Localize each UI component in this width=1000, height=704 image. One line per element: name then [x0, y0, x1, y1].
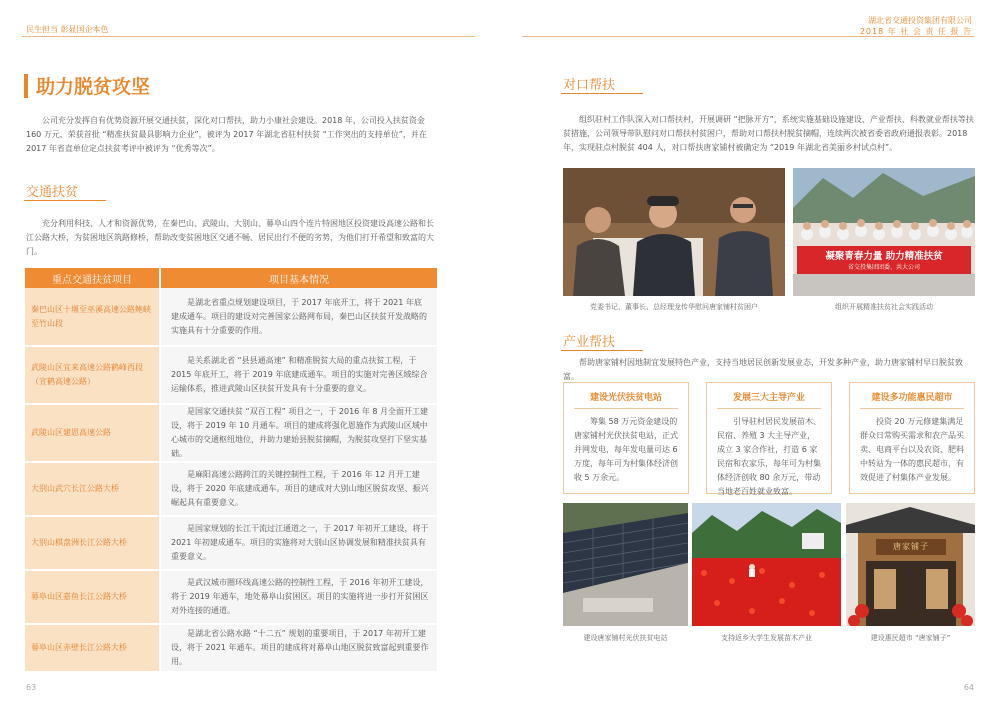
- photo-shop-caption: 建设惠民超市 “唐家铺子”: [870, 634, 951, 642]
- photo-group-banner: 凝聚青春力量 助力精准扶贫: [825, 251, 943, 262]
- photo-group-caption: 组织开展精准扶贫社会实践活动: [835, 303, 933, 311]
- table-cell-detail: 是湖北省重点规划建设项目，于 2017 年底开工，将于 2021 年底建成通车。项目的建设对完善国家公路网布局，秦巴山区扶贫开发战略的实施具有十分重要的作用。: [160, 288, 437, 346]
- page-number-right: 64: [963, 683, 974, 692]
- photo-visit-caption: 党委书记、董事长、总经理龙传华慰问唐家铺村贫困户: [590, 303, 758, 311]
- table-cell-project: 幕阜山区嘉鱼长江公路大桥: [25, 570, 160, 624]
- photo-visit: [563, 168, 785, 296]
- transport-paragraph: 充分利用科技、人才和资源优势，在秦巴山、武陵山、大别山、幕阜山四个连片特困地区投资建设高速公路和长江公路大桥，为贫困地区筑路修桥，帮助改变贫困地区交通不畅、居民出行不便的劣势，为他们打开希望和致富的大门。: [26, 219, 434, 256]
- photo-shop-image: [846, 503, 975, 626]
- table-row: [25, 288, 437, 346]
- intro-paragraph: 公司充分发挥自有优势资源开展交通扶贫，深化对口帮扶，助力小康社会建设。2018 年，公司投入扶贫资金 160 万元，荣获首批 “精准扶贫最具影响力企业”，被评为 2017 年湖北省驻村扶贫 “工作突出的支持单位”，并在 2017 年省直单位定点扶贫考评中被评为 “优秀等次”。: [26, 116, 427, 153]
- section-title-industry: 产业帮扶: [563, 335, 616, 350]
- table-cell-project: 大别山武穴长江公路大桥: [25, 462, 160, 516]
- photo-nursery: [692, 503, 841, 626]
- shop-sign: 唐家铺子: [893, 542, 929, 551]
- card-title: 建设光伏扶贫电站: [589, 393, 662, 403]
- table-cell-detail: 是国家规划的长江干流过江通道之一，于 2017 年初开工建设，将于 2021 年初建成通车。项目的实施将对大别山区协调发展和精准扶贫具有重要意义。: [160, 516, 437, 570]
- header-report-info: [860, 15, 972, 37]
- header-tagline: 民生担当 彰显国企本色: [26, 25, 109, 34]
- header-divider-left: [22, 36, 475, 37]
- card-divider: [717, 408, 821, 409]
- page-title: [24, 72, 150, 99]
- table-cell-project: 大别山棋盘洲长江公路大桥: [25, 516, 160, 570]
- section-title-transport: 交通扶贫: [26, 185, 79, 200]
- card-divider: [574, 408, 678, 409]
- card-body: 投资 20 万元修建集满足群众日常购买需求和农产品买卖、电商平台以及农资、肥料中转站为一体的惠民超市，有效促进了村集体产业发展。: [860, 417, 964, 482]
- photo-nursery-caption: 支持返乡大学生发展苗木产业: [721, 634, 812, 642]
- table-header-project: 重点交通扶贫项目: [25, 268, 160, 288]
- table-cell-detail: 是湖北省公路水路 “十二五” 规划的重要项目，于 2017 年初开工建设，将于 2021 年通车。项目的建成将对幕阜山地区脱贫致富起到重要作用。: [160, 624, 437, 672]
- header-report-title: 2018 年 社 会 责 任 报 告: [859, 27, 972, 36]
- card-body: 筹集 58 万元资金建设的唐家铺村光伏扶贫电站，正式并网发电，每年发电量可达 6 万度，每年可为村集体经济创收 5 万余元。: [574, 417, 678, 482]
- title-accent-bar: [24, 74, 28, 98]
- photo-solar-image: [563, 503, 688, 626]
- header-company: 湖北省交通投资集团有限公司: [868, 16, 972, 25]
- pairing-paragraph: 组织驻村工作队深入对口帮扶村，开展调研 “把脉开方”，系统实施基础设施建设、产业帮扶、科教就业帮扶等扶贫措施，公司领导带队慰问对口帮扶村贫困户，帮助对口帮扶村脱贫摘帽，连续两次被省委省政府通报表彰。2018 年，实现驻点村脱贫 404 人，对口帮扶唐家铺村被确定为 “2019 年湖北省美丽乡村试点村”。: [563, 115, 974, 152]
- table-cell-detail: 是武汉城市圈环线高速公路的控制性工程，于 2016 年初开工建设，将于 2019 年通车，地处幕阜山贫困区。项目的实施将进一步打开贫困区对外连接的通道。: [160, 570, 437, 624]
- table-cell-detail: 是国家交通扶贫 “双百工程” 项目之一，于 2016 年 8 月全面开工建设，将于 2019 年 10 月通车。项目的建成将强化恩施作为武陵山区域中心城市的交通枢纽地位，并助力建始县脱贫摘帽，为脱贫攻坚打下坚实基础。: [160, 404, 437, 462]
- table-cell-detail: 是关系湖北省 “县县通高速” 和精准脱贫大局的重点扶贫工程，于 2015 年底开工，将于 2019 年底建成通车。项目的实施对完善区域综合运输体系，推进武陵山区扶贫开发具有十分重要的意义。: [160, 346, 437, 404]
- photo-group: [793, 168, 975, 296]
- table-row: [25, 346, 437, 404]
- table-header-detail: 项目基本情况: [160, 268, 437, 288]
- card-solar: [563, 382, 689, 494]
- table-row: [25, 404, 437, 462]
- card-industries: [706, 382, 832, 494]
- photo-group-image: [793, 168, 975, 296]
- table-row: [25, 624, 437, 672]
- photo-solar-caption: 建设唐家铺村光伏扶贫电站: [583, 634, 668, 642]
- projects-table: [25, 268, 437, 673]
- section-underline: [561, 93, 643, 94]
- table-header-row: [25, 268, 437, 288]
- photo-shop: [846, 503, 975, 626]
- card-title: 发展三大主导产业: [732, 393, 805, 403]
- table-cell-project: 幕阜山区赤壁长江公路大桥: [25, 624, 160, 672]
- photo-group-banner-sub: 省交投集团团委、共大公司: [847, 264, 920, 271]
- table-cell-project: 秦巴山区十堰至巫溪高速公路鲍峡至竹山段: [25, 288, 160, 346]
- card-supermarket: [849, 382, 975, 494]
- page-number-left: 63: [26, 683, 37, 692]
- photo-nursery-image: [692, 503, 841, 626]
- section-underline: [561, 350, 643, 351]
- photo-solar: [563, 503, 688, 626]
- card-divider: [860, 408, 964, 409]
- section-underline: [24, 200, 106, 201]
- photo-visit-image: [563, 168, 785, 296]
- card-body: 引导驻村居民发展苗木、民宿、养殖 3 大主导产业，成立 3 家合作社，打造 6 家民宿和农家乐，每年可为村集体经济创收 80 余万元，带动当地老百姓就业致富。: [717, 417, 821, 496]
- table-row: [25, 516, 437, 570]
- table-row: [25, 570, 437, 624]
- table-cell-detail: 是麻阳高速公路跨江的关键控制性工程，于 2016 年 12 月开工建设，将于 2020 年底建成通车。项目的建成对大别山地区脱贫攻坚、振兴崛起具有重要意义。: [160, 462, 437, 516]
- table-cell-project: 武陵山区宜来高速公路鹤峰西段（宣鹤高速公路）: [25, 346, 160, 404]
- table-cell-project: 武陵山区建恩高速公路: [25, 404, 160, 462]
- industry-paragraph: 帮助唐家铺村因地制宜发展特色产业，支持当地居民创新发展业态，开发多种产业，助力唐家铺村早日脱贫致富。: [563, 358, 963, 381]
- card-title: 建设多功能惠民超市: [871, 393, 953, 403]
- section-title-pairing: 对口帮扶: [563, 78, 616, 93]
- page-title-text: 助力脱贫攻坚: [36, 76, 151, 98]
- table-row: [25, 462, 437, 516]
